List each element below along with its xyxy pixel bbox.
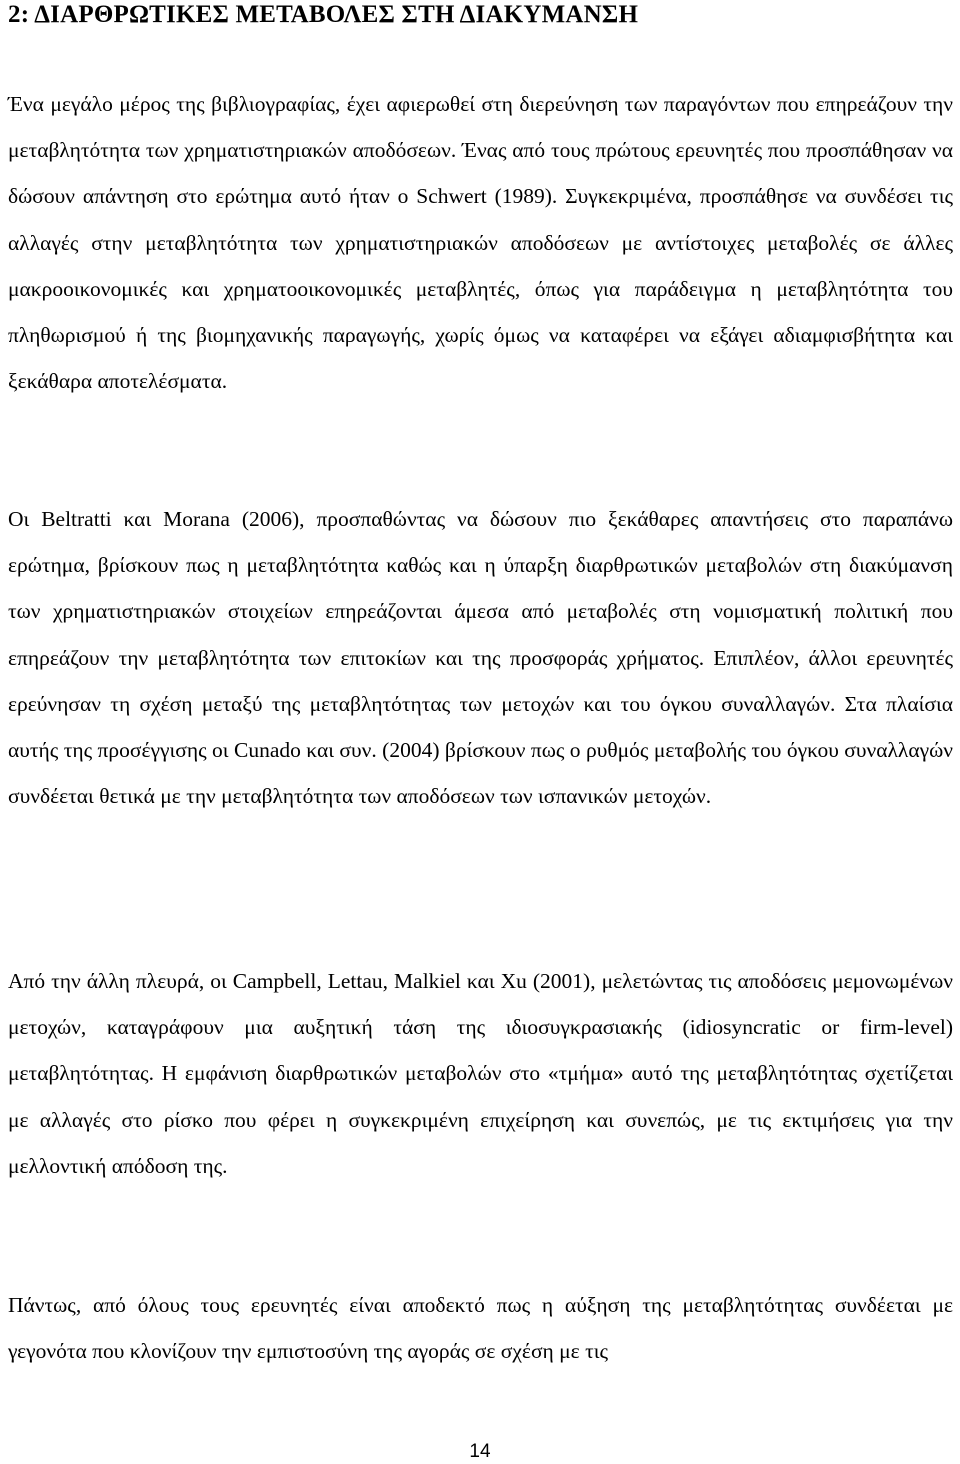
paragraph-campbell: Από την άλλη πλευρά, οι Campbell, Lettau, Malkiel και Xu (2001), μελετώντας τις αποδόσεις μεμονωμένων μετοχών, καταγράφουν μια αυξητική τάση της ιδιοσυγκρασιακής (idiosyncratic or firm-level) μεταβλητότητας. Η εμφάνιση διαρθρωτικών μεταβολών στο «τμήμα» αυτό της μεταβλητότητας σχετίζεται με αλλαγές στο ρίσκο που φέρει η συγκεκριμένη επιχείρηση και συνεπώς, με τις εκτιμήσεις για την μελλοντική απόδοση της. [8,969,953,1178]
page-number: 14 [469,1441,491,1462]
paragraph-beltratti-morana: Οι Beltratti και Morana (2006), προσπαθώντας να δώσουν πιο ξεκάθαρες απαντήσεις στο παραπάνω ερώτημα, βρίσκουν πως η μεταβλητότητα καθώς και η ύπαρξη διαρθρωτικών μεταβολών στη διακύμανση των χρηματιστηριακών στοιχείων επηρεάζονται άμεσα από μεταβολές στη νομισματική πολιτική που επηρεάζουν την μεταβλητότητα των επιτοκίων και της προσφοράς χρήματος. Επιπλέον, άλλοι ερευνητές ερεύνησαν τη σχέση μεταξύ της μεταβλητότητας των μετοχών και του όγκου συναλλαγών. Στα πλαίσια αυτής της προσέγγισης οι Cunado και συν. (2004) βρίσκουν πως ο ρυθμός μεταβολής του όγκου συναλλαγών συνδέεται θετικά με την μεταβλητότητα των αποδόσεων των ισπανικών μετοχών. [8,507,953,809]
paragraph-schwert: Ένα μεγάλο μέρος της βιβλιογραφίας, έχει αφιερωθεί στη διερεύνηση των παραγόντων που επηρεάζουν την μεταβλητότητα των χρηματιστηριακών αποδόσεων. Ένας από τους πρώτους ερευνητές που προσπάθησαν να δώσουν απάντηση στο ερώτημα αυτό ήταν ο Schwert (1989). Συγκεκριμένα, προσπάθησε να συνδέσει τις αλλαγές στην μεταβλητότητα των χρηματιστηριακών αποδόσεων με αντίστοιχες μεταβολές σε άλλες μακροοικονομικές και χρηματοοικονομικές μεταβλητές, όπως για παράδειγμα η μεταβλητότητα του πληθωρισμού ή της βιομηχανικής παραγωγής, χωρίς όμως να καταφέρει να εξάγει αδιαμφισβήτητα και ξεκάθαρα αποτελέσματα. [8,92,953,394]
paragraph-conclusion: Πάντως, από όλους τους ερευνητές είναι αποδεκτό πως η αύξηση της μεταβλητότητας συνδέεται με γεγονότα που κλονίζουν την εμπιστοσύνη της αγοράς σε σχέση με τις [8,1293,953,1364]
section-heading: 2: ΔΙΑΡΘΡΩΤΙΚΕΣ ΜΕΤΑΒΟΛΕΣ ΣΤΗ ΔΙΑΚΥΜΑΝΣΗ [8,1,639,28]
